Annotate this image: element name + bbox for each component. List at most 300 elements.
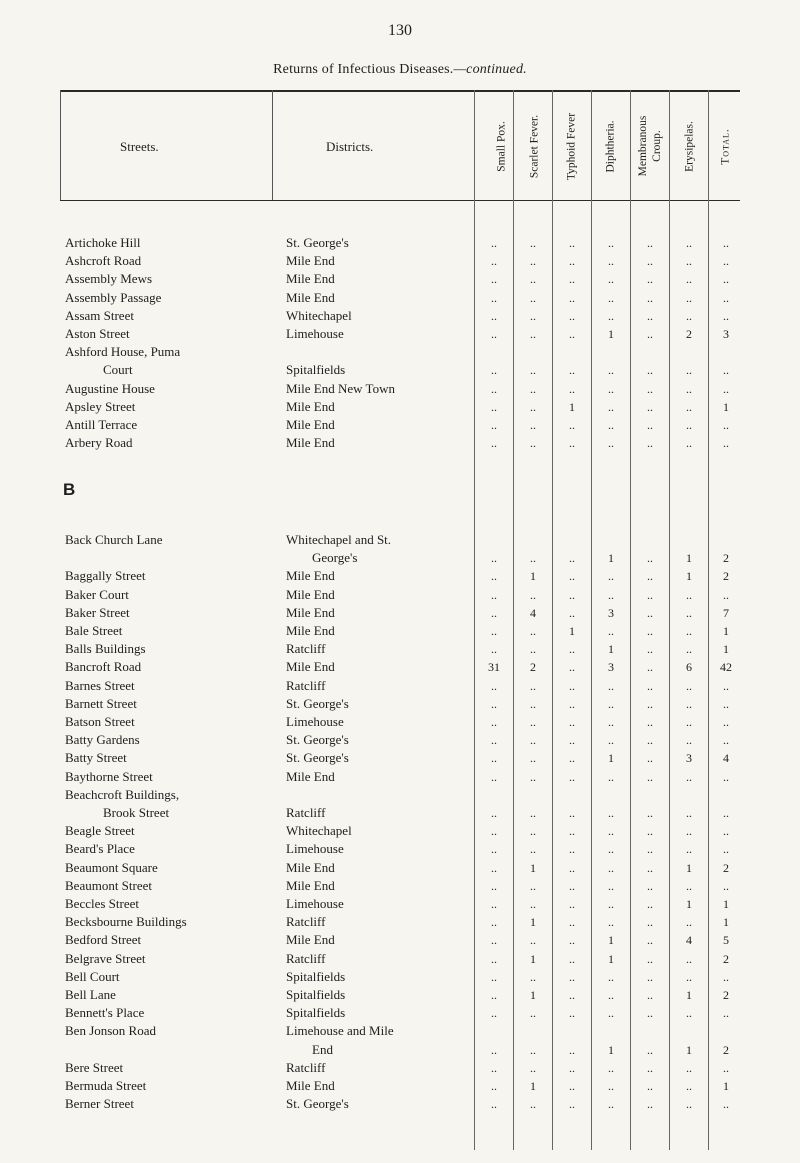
value-cell: .. [608,363,614,378]
value-cell: .. [491,1060,497,1075]
value-cell: .. [723,236,729,250]
value-cell: .. [686,290,692,305]
value-cell: .. [647,605,653,620]
value-cell: .. [647,678,653,693]
street-name: Baythorne Street [65,768,153,784]
value-cell: .. [686,605,692,620]
value-cell: .. [723,254,729,269]
value-cell: .. [530,897,536,911]
district-name: Mile End [286,568,335,584]
table-row [0,859,800,877]
value-cell: .. [686,915,692,930]
value-cell: .. [491,363,497,378]
value-cell: .. [530,1060,536,1075]
value-cell: .. [647,290,653,305]
value-cell: .. [608,897,614,911]
value-cell: .. [723,696,729,711]
value-cell: 2 [530,660,536,675]
value-cell: .. [569,272,575,287]
value-cell: .. [608,860,614,875]
value-cell: 3 [608,605,614,620]
table-row [0,640,800,658]
street-name: Brook Street [103,805,170,820]
value-cell: .. [569,933,575,948]
value-cell: 2 [723,951,729,966]
value-cell: .. [569,769,575,784]
district-name: George's [312,550,358,566]
value-cell: 1 [608,642,614,657]
value-cell: .. [569,1079,575,1093]
value-cell: .. [608,1006,614,1021]
value-cell: .. [491,915,497,930]
street-name: Bell Court [65,968,120,984]
district-name: Ratcliff [286,805,326,820]
value-cell: .. [647,236,653,250]
value-cell: .. [569,363,575,378]
value-cell: .. [686,381,692,396]
value-cell: 1 [530,951,536,966]
value-cell: .. [530,969,536,984]
value-cell: .. [647,696,653,711]
value-cell: .. [530,551,536,566]
value-cell: .. [723,272,729,287]
value-cell: .. [723,587,729,602]
value-cell: 2 [723,988,729,1002]
street-name: Arbery Road [65,435,133,451]
value-cell: .. [686,236,692,250]
value-cell: .. [686,436,692,451]
street-name: Antill Terrace [65,417,138,432]
value-cell: .. [491,236,497,250]
value-cell: .. [491,551,497,566]
district-name: Whitechapel [286,823,352,839]
value-cell: .. [647,951,653,966]
value-cell: .. [491,824,497,839]
value-cell: .. [569,897,575,911]
value-cell: .. [569,551,575,566]
value-cell: .. [608,290,614,305]
value-cell: .. [491,678,497,693]
value-cell: .. [491,951,497,966]
title-continued: —continued. [453,62,527,77]
district-name: Mile End [286,768,335,784]
value-cell: .. [530,254,536,269]
value-cell: 1 [723,624,729,638]
district-name: Mile End [286,932,335,948]
value-cell: .. [491,254,497,269]
district-name: Mile End [286,271,335,287]
value-cell: .. [569,824,575,839]
table-row [0,343,800,361]
district-name: Limehouse and Mile [286,1023,394,1039]
value-cell: .. [569,290,575,305]
value-cell: .. [530,733,536,748]
value-cell: .. [569,381,575,396]
district-name: Limehouse [286,326,344,341]
table-row [0,398,800,416]
value-cell: .. [491,1079,497,1093]
district-name: Mile End [286,659,335,675]
value-cell: .. [491,605,497,620]
value-cell: 1 [686,860,692,875]
value-cell: 3 [686,751,692,766]
value-cell: 4 [686,933,692,948]
value-cell: .. [530,272,536,287]
value-cell: .. [530,381,536,396]
value-cell: .. [647,988,653,1002]
value-cell: .. [608,969,614,984]
value-cell: .. [686,418,692,432]
table-row [0,586,800,604]
value-cell: .. [686,272,692,287]
table-row [0,913,800,931]
value-cell: .. [569,951,575,966]
value-cell: 1 [608,933,614,948]
value-cell: .. [530,436,536,451]
value-cell: 4 [530,605,536,620]
street-name: Assembly Mews [65,271,153,287]
value-cell: .. [686,624,692,638]
value-cell: .. [491,587,497,602]
value-cell: .. [723,969,729,984]
street-name: Beaumont Square [65,859,158,875]
value-cell: .. [686,1079,692,1093]
value-cell: .. [723,842,729,857]
value-cell: .. [608,236,614,250]
table-row [0,986,800,1004]
value-cell: 2 [723,569,729,584]
table-row [0,252,800,270]
district-name: Mile End New Town [286,380,395,396]
value-cell: .. [647,624,653,638]
value-cell: .. [491,308,497,323]
district-name: Mile End [286,398,335,414]
value-cell: .. [569,327,575,341]
value-cell: .. [530,308,536,323]
value-cell: .. [530,715,536,729]
district-name: Mile End [286,1078,335,1093]
value-cell: .. [608,806,614,820]
value-cell: .. [530,290,536,305]
value-cell: .. [647,878,653,893]
value-cell: .. [530,363,536,378]
district-name: Mile End [286,604,335,620]
value-cell: .. [569,308,575,323]
value-cell: .. [491,399,497,414]
district-name: Mile End [286,586,335,602]
value-cell: .. [686,399,692,414]
value-cell: .. [491,969,497,984]
value-cell: .. [686,678,692,693]
table-top-rule [60,90,740,92]
street-name: Augustine House [65,380,155,396]
value-cell: .. [530,418,536,432]
value-cell: .. [491,769,497,784]
district-name: St. George's [286,235,349,250]
header-scarlet-fever: Scarlet Fever. [528,114,541,179]
header-streets: Streets. [120,139,159,154]
value-cell: 3 [608,660,614,675]
value-cell: .. [491,933,497,948]
value-cell: .. [569,236,575,250]
value-cell: .. [491,569,497,584]
value-cell: .. [569,1042,575,1057]
value-cell: .. [723,769,729,784]
value-cell: .. [491,290,497,305]
value-cell: .. [608,678,614,693]
street-name: Becksbourne Buildings [65,914,187,930]
value-cell: 2 [686,327,692,341]
street-name: Baker Court [65,586,129,602]
value-cell: .. [647,842,653,857]
page-number: 130 [388,22,412,39]
value-cell: .. [647,418,653,432]
street-name: Aston Street [65,326,130,341]
district-name: Mile End [286,623,335,638]
value-cell: .. [723,308,729,323]
value-cell: .. [723,878,729,893]
value-cell: 1 [608,551,614,566]
street-name: Batty Gardens [65,732,140,748]
value-cell: .. [491,624,497,638]
value-cell: .. [723,436,729,451]
value-cell: .. [686,842,692,857]
value-cell: 5 [723,933,729,948]
table-row [0,931,800,949]
value-cell: .. [491,381,497,396]
street-name: Bale Street [65,623,123,638]
value-cell: .. [608,418,614,432]
value-cell: .. [491,327,497,341]
value-cell: .. [569,806,575,820]
column-rule [272,90,273,200]
value-cell: .. [569,915,575,930]
value-cell: 1 [686,551,692,566]
value-cell: 1 [723,399,729,414]
value-cell: .. [491,418,497,432]
value-cell: .. [491,272,497,287]
value-cell: .. [608,569,614,584]
value-cell: .. [569,751,575,766]
value-cell: .. [530,642,536,657]
value-cell: .. [569,254,575,269]
table-row [0,1095,800,1113]
value-cell: 2 [723,860,729,875]
value-cell: 2 [723,1042,729,1057]
value-cell: .. [491,897,497,911]
district-name: Ratcliff [286,950,326,966]
value-cell: .. [647,897,653,911]
value-cell: 1 [608,327,614,341]
street-name: Beagle Street [65,823,135,839]
table-row [0,677,800,695]
value-cell: .. [647,860,653,875]
district-name: Mile End [286,435,335,451]
street-name: Bere Street [65,1059,124,1075]
value-cell: 1 [723,897,729,911]
table-row [0,289,800,307]
value-cell: .. [569,678,575,693]
value-cell: .. [723,290,729,305]
value-cell: .. [608,399,614,414]
value-cell: .. [647,915,653,930]
value-cell: .. [686,1097,692,1112]
street-name: Batson Street [65,714,135,729]
value-cell: 1 [530,915,536,930]
district-name: Limehouse [286,841,344,857]
district-name: Whitechapel and St. [286,532,392,547]
value-cell: .. [608,436,614,451]
value-cell: .. [608,878,614,893]
value-cell: .. [686,715,692,729]
value-cell: .. [491,733,497,748]
value-cell: .. [491,715,497,729]
value-cell: 31 [488,660,500,675]
header-districts: Districts. [326,139,374,154]
value-cell: .. [723,678,729,693]
district-name: St. George's [286,750,349,766]
value-cell: 1 [686,897,692,911]
value-cell: .. [608,715,614,729]
district-name: Mile End [286,253,335,269]
value-cell: .. [569,1006,575,1021]
value-cell: .. [530,751,536,766]
value-cell: .. [491,642,497,657]
header-diphtheria: Diphtheria. [604,120,617,173]
value-cell: .. [530,696,536,711]
value-cell: .. [686,254,692,269]
street-name: Beaumont Street [65,877,153,893]
value-cell: 1 [723,1079,729,1093]
value-cell: .. [647,436,653,451]
value-cell: .. [647,308,653,323]
street-name: Beachcroft Buildings, [65,786,180,802]
street-name: Assam Street [65,307,134,323]
value-cell: .. [723,1006,729,1021]
value-cell: .. [686,806,692,820]
value-cell: .. [647,254,653,269]
district-name: St. George's [286,1096,349,1112]
value-cell: .. [686,951,692,966]
table-row [0,604,800,622]
table-row [0,731,800,749]
value-cell: .. [723,1060,729,1075]
value-cell: .. [491,436,497,451]
value-cell: .. [647,824,653,839]
table-row [0,380,800,398]
table-row [0,786,800,804]
value-cell: 1 [686,988,692,1002]
header-total: Total. [719,128,732,165]
value-cell: .. [569,969,575,984]
table-row [0,895,800,913]
value-cell: .. [530,1042,536,1057]
value-cell: 4 [723,751,729,766]
value-cell: .. [491,988,497,1002]
value-cell: 1 [723,642,729,657]
table-row [0,804,800,822]
street-name: Batty Street [65,750,127,766]
table-row [0,531,800,549]
value-cell: 1 [608,951,614,966]
district-name: Spitalfields [286,968,346,984]
value-cell: .. [530,624,536,638]
value-cell: .. [530,878,536,893]
street-name: Bennett's Place [65,1005,145,1021]
value-cell: 1 [530,1079,536,1093]
district-name: Mile End [286,289,335,305]
value-cell: .. [647,551,653,566]
street-name: Beard's Place [65,841,135,857]
value-cell: 6 [686,660,692,675]
value-cell: .. [723,733,729,748]
district-name: Ratcliff [286,914,326,930]
value-cell: .. [530,824,536,839]
value-cell: .. [530,327,536,341]
header-small-pox: Small Pox. [495,121,508,172]
value-cell: .. [647,1042,653,1057]
value-cell: .. [569,1097,575,1112]
table-row [0,434,800,452]
header-membranous-line1: Membranous [637,115,649,177]
district-name: End [312,1041,333,1057]
street-name: Ashcroft Road [65,253,142,269]
value-cell: .. [608,587,614,602]
district-name: Limehouse [286,714,344,729]
value-cell: .. [608,1060,614,1075]
value-cell: .. [569,878,575,893]
value-cell: 1 [530,988,536,1002]
street-name: Bermuda Street [65,1078,147,1093]
value-cell: .. [608,769,614,784]
value-cell: .. [569,1060,575,1075]
value-cell: .. [491,842,497,857]
street-name: Belgrave Street [65,950,146,966]
value-cell: .. [647,733,653,748]
value-cell: .. [686,824,692,839]
value-cell: .. [569,715,575,729]
value-cell: .. [569,436,575,451]
header-membranous-croup [636,96,664,196]
district-name: Ratcliff [286,677,326,693]
table-row [0,877,800,895]
value-cell: 1 [608,751,614,766]
value-cell: .. [491,696,497,711]
value-cell: .. [608,915,614,930]
value-cell: .. [723,418,729,432]
value-cell: .. [647,272,653,287]
value-cell: .. [569,605,575,620]
header-croup-line2: Croup. [651,130,663,162]
district-name: Ratcliff [286,1059,326,1075]
value-cell: 1 [530,860,536,875]
value-cell: .. [647,933,653,948]
value-cell: .. [723,1097,729,1112]
value-cell: .. [647,660,653,675]
value-cell: .. [569,587,575,602]
value-cell: 1 [608,1042,614,1057]
value-cell: .. [608,1097,614,1112]
value-cell: .. [530,806,536,820]
table-row [0,968,800,986]
value-cell: 3 [723,327,729,341]
value-cell: .. [686,1006,692,1021]
district-name: Whitechapel [286,307,352,323]
value-cell: .. [491,878,497,893]
value-cell: .. [647,751,653,766]
value-cell: 1 [686,1042,692,1057]
table-row [0,325,800,343]
